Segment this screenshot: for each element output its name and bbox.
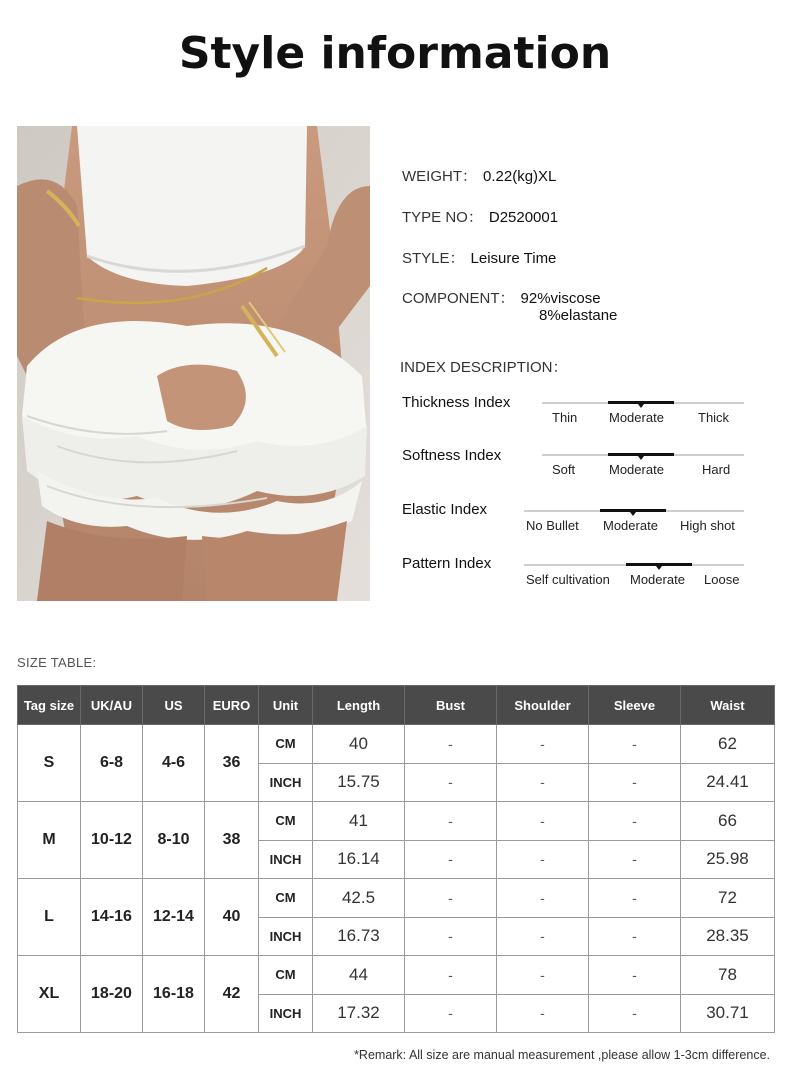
shoulder-cell: - (497, 725, 589, 764)
bust-cell: - (405, 917, 497, 956)
thickness-index-scale (542, 400, 744, 440)
bust-cell: - (405, 763, 497, 802)
pattern-index-title: Pattern Index (402, 555, 492, 572)
length-cell: 16.73 (313, 917, 405, 956)
size-table-label: SIZE TABLE: (17, 655, 97, 670)
uk-cell: 18-20 (81, 956, 143, 1033)
waist-cell: 25.98 (681, 840, 775, 879)
length-cell: 16.14 (313, 840, 405, 879)
style-value: Leisure Time (470, 250, 557, 267)
tag-size-cell: L (18, 879, 81, 956)
length-cell: 44 (313, 956, 405, 995)
tag-size-cell: S (18, 725, 81, 802)
waist-cell: 78 (681, 956, 775, 995)
elastic-index-title: Elastic Index (402, 501, 488, 518)
unit-cell: CM (259, 802, 313, 841)
thickness-index-title: Thickness Index (402, 394, 511, 411)
spec-type (402, 206, 558, 227)
table-header-row (18, 686, 775, 725)
euro-cell: 36 (205, 725, 259, 802)
bust-cell: - (405, 725, 497, 764)
us-cell: 8-10 (143, 802, 205, 879)
us-cell: 4-6 (143, 725, 205, 802)
waist-cell: 24.41 (681, 763, 775, 802)
shoulder-cell: - (497, 994, 589, 1033)
sleeve-cell: - (589, 994, 681, 1033)
shoulder-cell: - (497, 956, 589, 995)
softness-label-low: Soft (552, 462, 576, 477)
elastic-label-low: No Bullet (526, 518, 579, 533)
unit-cell: CM (259, 725, 313, 764)
us-cell: 16-18 (143, 956, 205, 1033)
elastic-label-mid: Moderate (603, 518, 658, 533)
bust-cell: - (405, 879, 497, 918)
length-cell: 17.32 (313, 994, 405, 1033)
sleeve-cell: - (589, 917, 681, 956)
bust-cell: - (405, 956, 497, 995)
spec-style (402, 247, 556, 268)
unit-cell: CM (259, 879, 313, 918)
waist-cell: 66 (681, 802, 775, 841)
spec-weight (402, 165, 556, 186)
thickness-label-high: Thick (698, 410, 730, 425)
pattern-label-high: Loose (704, 572, 740, 587)
euro-cell: 40 (205, 879, 259, 956)
euro-cell: 42 (205, 956, 259, 1033)
type-label: TYPE NO： (402, 209, 483, 226)
softness-label-mid: Moderate (609, 462, 664, 477)
bust-cell: - (405, 994, 497, 1033)
sleeve-cell: - (589, 763, 681, 802)
elastic-label-high: High shot (680, 518, 735, 533)
length-cell: 15.75 (313, 763, 405, 802)
spec-component (402, 287, 618, 327)
elastic-index-scale (524, 508, 744, 548)
component-value-1: 92%viscose (520, 290, 601, 307)
waist-cell: 62 (681, 725, 775, 764)
pattern-label-low: Self cultivation (526, 572, 610, 587)
thickness-label-mid: Moderate (609, 410, 664, 425)
softness-index-scale (542, 452, 744, 492)
pattern-label-mid: Moderate (630, 572, 685, 587)
header-us: US (143, 686, 205, 725)
shoulder-cell: - (497, 879, 589, 918)
tag-size-cell: M (18, 802, 81, 879)
style-label: STYLE： (402, 250, 465, 267)
shoulder-cell: - (497, 763, 589, 802)
type-value: D2520001 (488, 209, 559, 226)
length-cell: 41 (313, 802, 405, 841)
unit-cell: INCH (259, 763, 313, 802)
uk-cell: 6-8 (81, 725, 143, 802)
unit-cell: CM (259, 956, 313, 995)
header-tag-size: Tag size (18, 686, 81, 725)
softness-index-title: Softness Index (402, 447, 502, 464)
unit-cell: INCH (259, 917, 313, 956)
weight-label: WEIGHT： (402, 168, 477, 185)
waist-cell: 72 (681, 879, 775, 918)
component-value-2: 8%elastane (539, 307, 618, 324)
shoulder-cell: - (497, 802, 589, 841)
page-title: Style information (178, 28, 612, 79)
unit-cell: INCH (259, 840, 313, 879)
waist-cell: 30.71 (681, 994, 775, 1033)
sleeve-cell: - (589, 725, 681, 764)
remark-note: *Remark: All size are manual measurement ,please allow 1-3cm difference. (354, 1048, 770, 1062)
weight-value: 0.22(kg)XL (483, 168, 557, 185)
bust-cell: - (405, 840, 497, 879)
uk-cell: 14-16 (81, 879, 143, 956)
header-euro: EURO (205, 686, 259, 725)
sleeve-cell: - (589, 956, 681, 995)
index-description: INDEX DESCRIPTION： (400, 359, 568, 376)
header-uk-au: UK/AU (81, 686, 143, 725)
header-unit: Unit (259, 686, 313, 725)
tag-size-cell: XL (18, 956, 81, 1033)
length-cell: 42.5 (313, 879, 405, 918)
table-row (18, 879, 775, 918)
softness-label-high: Hard (702, 462, 731, 477)
header-sleeve: Sleeve (589, 686, 681, 725)
pattern-index-scale (524, 562, 744, 602)
us-cell: 12-14 (143, 879, 205, 956)
table-row (18, 725, 775, 764)
unit-cell: INCH (259, 994, 313, 1033)
shoulder-cell: - (497, 840, 589, 879)
length-cell: 40 (313, 725, 405, 764)
table-row (18, 802, 775, 841)
table-row (18, 956, 775, 995)
bust-cell: - (405, 802, 497, 841)
size-table (17, 685, 775, 1033)
header-waist: Waist (681, 686, 775, 725)
waist-cell: 28.35 (681, 917, 775, 956)
header-length: Length (313, 686, 405, 725)
euro-cell: 38 (205, 802, 259, 879)
component-label: COMPONENT： (402, 290, 515, 307)
thickness-label-low: Thin (552, 410, 578, 425)
header-bust: Bust (405, 686, 497, 725)
sleeve-cell: - (589, 840, 681, 879)
shoulder-cell: - (497, 917, 589, 956)
header-shoulder: Shoulder (497, 686, 589, 725)
sleeve-cell: - (589, 802, 681, 841)
sleeve-cell: - (589, 879, 681, 918)
product-photo (17, 126, 370, 601)
uk-cell: 10-12 (81, 802, 143, 879)
